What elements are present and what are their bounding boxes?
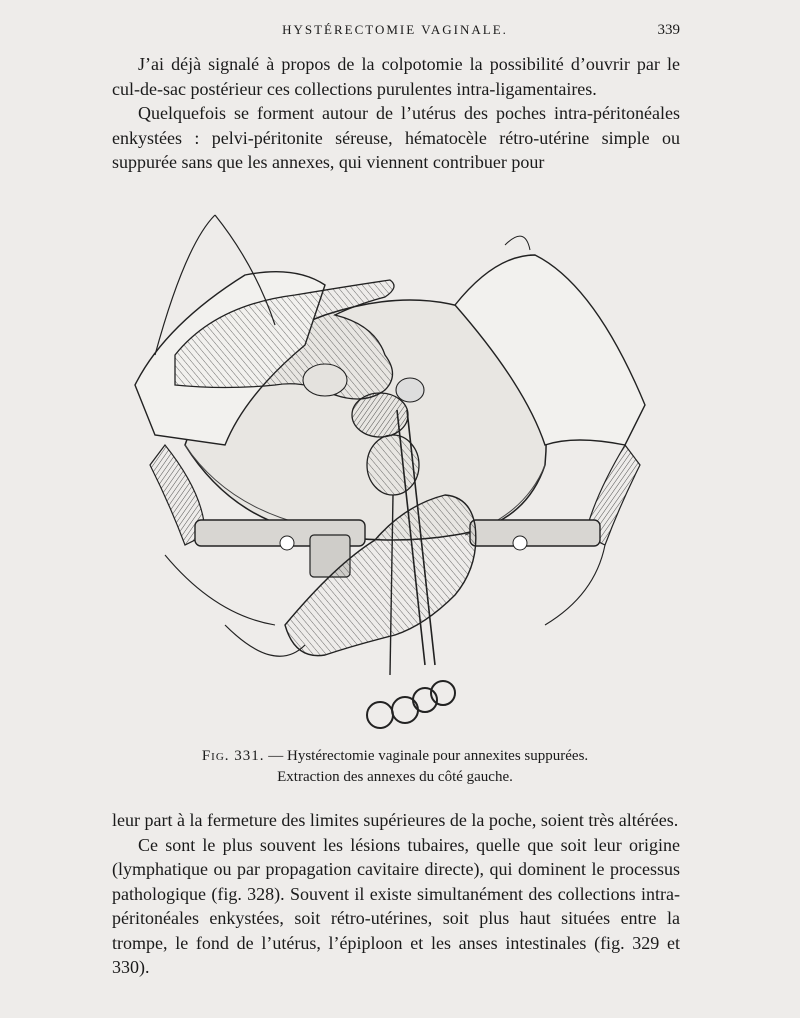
figure-label: Fig. 331. [201,748,265,764]
page-number: 339 [657,22,680,38]
body-text-top [112,52,680,175]
running-head [110,22,680,42]
paragraph: leur part à la fermeture des limites supérieures de la poche, soient très altérées. [112,810,679,830]
caption-line-2: Extraction des annexes du côté gauche. [277,769,513,785]
figure-caption [110,746,680,788]
caption-line-1 [110,746,680,767]
caption-text-1: — Hystérectomie vaginale pour annexites suppurées. [268,748,589,764]
surgical-illustration [125,205,670,740]
engraving-drawing [125,205,670,740]
paragraph: Quelquefois se forment autour de l’utérus des poches intra-péritonéales enkystées : pelvi-péritonite séreuse, hématocèle rétro-utérine simple ou suppurée sans que les annexes, qui viennent contribuer pour [112,103,680,172]
body-text-bottom [112,808,680,980]
paragraph: J’ai déjà signalé à propos de la colpotomie la possibilité d’ouvrir par le cul-de-sac postérieur ces collections purulentes intra-ligamentaires. [112,54,680,99]
running-title: HYSTÉRECTOMIE VAGINALE. [282,22,508,37]
paragraph: Ce sont le plus souvent les lésions tubaires, quelle que soit leur origine (lymphatique ou par propagation cavitaire directe), qui dominent le processus pathologique (fig. 328). Souvent il existe simultanément des collections intra-péritonéales enkystées, soit rétro-utérines, soit plus haut situées entre la trompe, le fond de l’utérus, l’épiploon et les anses intestinales (fig. 329 et 330). [112,834,680,977]
